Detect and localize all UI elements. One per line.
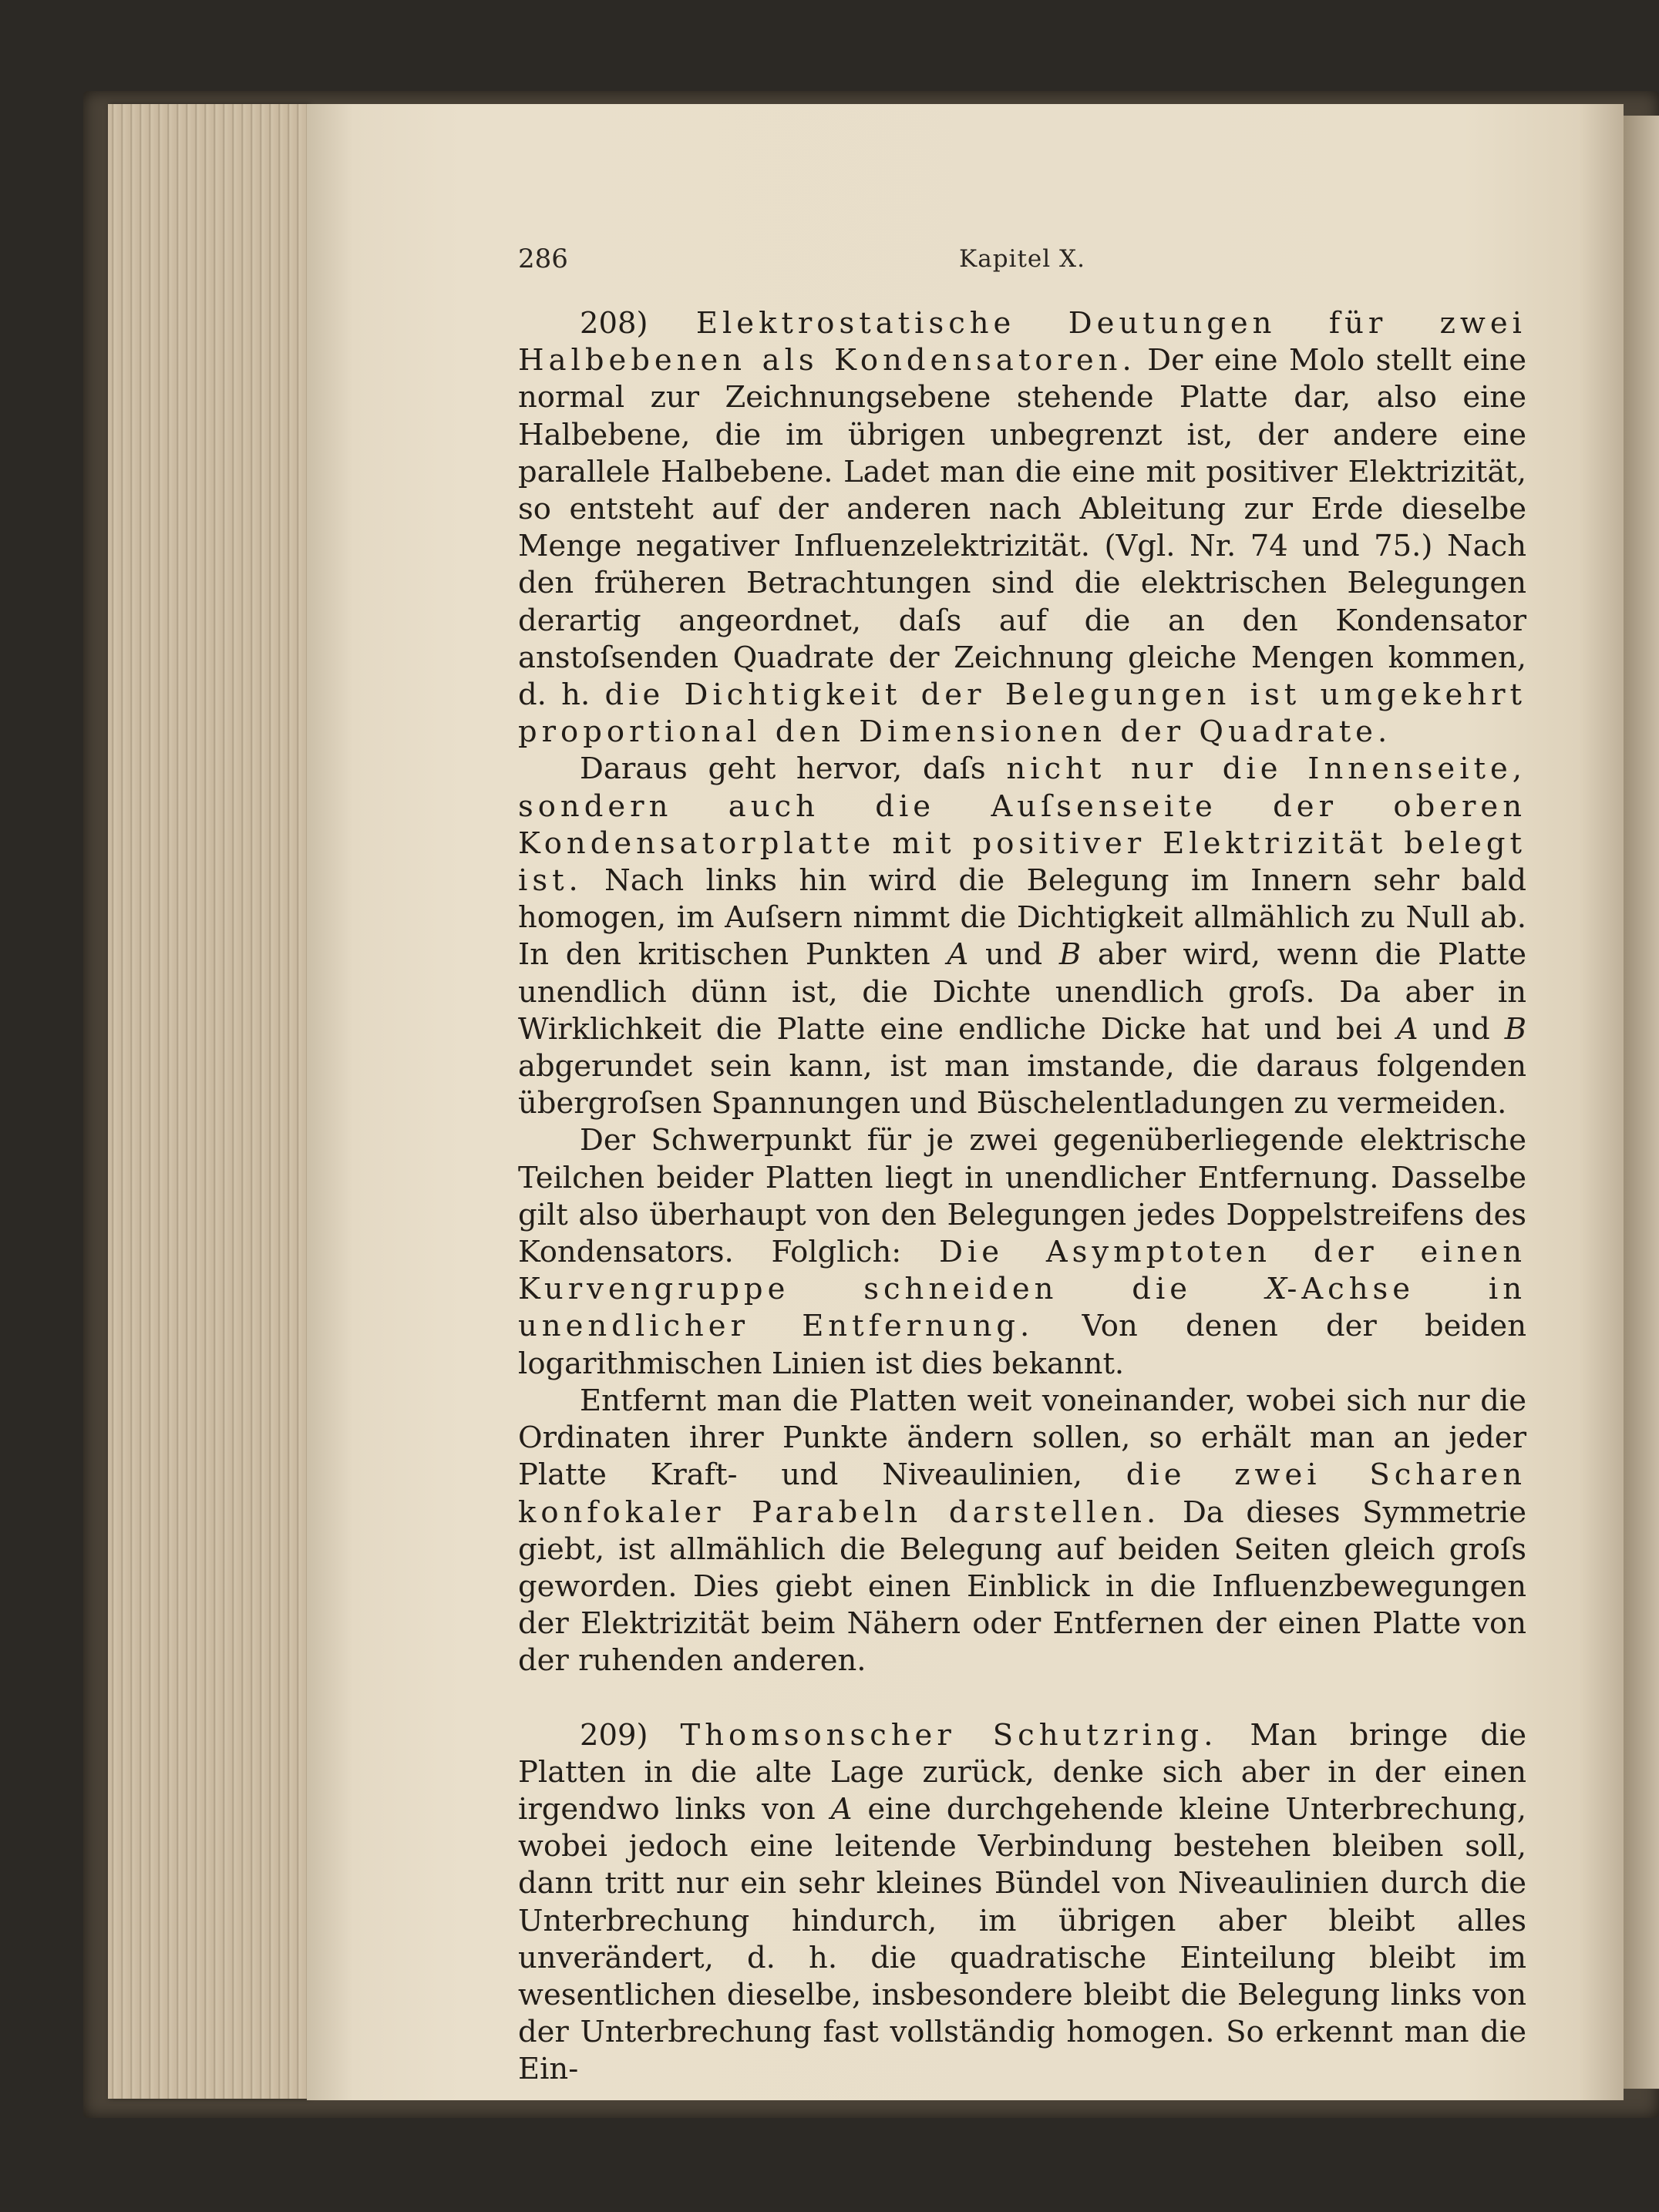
emphasis: nicht nur die Innenseite, sondern auch die Auſsenseite der oberen Kondensatorplatte mit positiver Elektrizität belegt ist. <box>518 751 1527 899</box>
body-text <box>518 305 1526 2089</box>
section-heading: Elektrostatische Deutungen für zwei Halbebenen als Kondensatoren. <box>518 306 1526 378</box>
running-head <box>518 244 1526 282</box>
paragraph-208: 208) Elektrostatische Deutungen für zwei Halbebenen als Kondensatoren. Der eine Molo stellt eine normal zur Zeichnungsebene stehende Platte dar, also eine Halbebene, die im übrigen unbegrenzt ist, der andere eine parallele Halbebene. Ladet man die eine mit positiver Elektrizität, so entsteht auf der anderen nach Ableitung zur Erde dieselbe Menge negativer Influenzelektrizität. (Vgl. Nr. 74 und 75.) Nach den früheren Betrachtungen sind die elektrischen Belegungen derartig angeordnet, daſs auf die an den Kondensator anstoſsenden Quadrate der Zeichnung gleiche Mengen kommen, d. h. die Dichtigkeit der Belegungen ist umgekehrt proportional den Dimensionen der Quadrate. <box>518 306 1527 750</box>
facing-page-edge <box>1624 116 1659 2089</box>
paragraph: Entfernt man die Platten weit voneinander, wobei sich nur die Ordinaten ihrer Punkte ändern sollen, so erhält man an jeder Platte Kraft- und Niveaulinien, die zwei Scharen konfokaler Parabeln darstellen. Da dieses Symmetrie giebt, ist allmählich die Belegung auf beiden Seiten gleich groſs geworden. Dies giebt einen Einblick in die Influenzbewegungen der Elektrizität beim Nähern oder Entfernen der einen Platte von der ruhenden anderen. <box>518 1383 1526 1679</box>
emphasis: die zwei Scharen konfokaler Parabeln darstellen. <box>518 1457 1526 1530</box>
section-number: 209) <box>580 1717 648 1753</box>
section-heading: Thomsonscher Schutzring. <box>680 1717 1218 1753</box>
chapter-title: Kapitel X. <box>959 245 1085 273</box>
paragraph: Der Schwerpunkt für je zwei gegenüberliegende elektrische Teilchen beider Platten liegt in unendlicher Entfernung. Dasselbe gilt also überhaupt von den Belegungen jedes Doppelstreifens des Kondensators. Folglich: Die Asymptoten der einen Kurvengruppe schneiden die X-Achse in unendlicher Entfernung. Von denen der beiden logarithmischen Linien ist dies bekannt. <box>518 1123 1527 1381</box>
page-number: 286 <box>518 244 568 274</box>
paragraph: Daraus geht hervor, daſs nicht nur die Innenseite, sondern auch die Auſsenseite der oberen Kondensatorplatte mit positiver Elektrizität belegt ist. Nach links hin wird die Belegung im Innern sehr bald homogen, im Auſsern nimmt die Dichtigkeit allmählich zu Null ab. In den kritischen Punkten A und B aber wird, wenn die Platte unendlich dünn ist, die Dichte unendlich groſs. Da aber in Wirklichkeit die Platte eine endliche Dicke hat und bei A und B abgerundet sein kann, ist man imstande, die daraus folgenden übergroſsen Spannungen und Büschelentladungen zu vermeiden. <box>518 751 1527 1121</box>
page-edges <box>108 104 308 2099</box>
section-number: 208) <box>580 306 648 341</box>
paragraph-209: 209) Thomsonscher Schutzring. Man bringe die Platten in die alte Lage zurück, denke sich aber in der einen irgendwo links von A eine durchgehende kleine Unterbrechung, wobei jedoch eine leitende Verbindung bestehen bleiben soll, dann tritt nur ein sehr kleines Bündel von Niveaulinien durch die Unterbrechung hindurch, im übrigen aber bleibt alles unverändert, d. h. die quadratische Einteilung bleibt im wesentlichen dieselbe, insbesondere bleibt die Belegung links von der Unterbrechung fast vollständig homogen. So erkennt man die Ein- <box>518 1717 1527 2087</box>
emphasis: die Dichtigkeit der Belegungen ist umgekehrt proportional den Dimensionen der Quadrate. <box>518 677 1527 750</box>
emphasis: Die Asymptoten der einen Kurvengruppe schneiden die <box>518 1235 1526 1307</box>
